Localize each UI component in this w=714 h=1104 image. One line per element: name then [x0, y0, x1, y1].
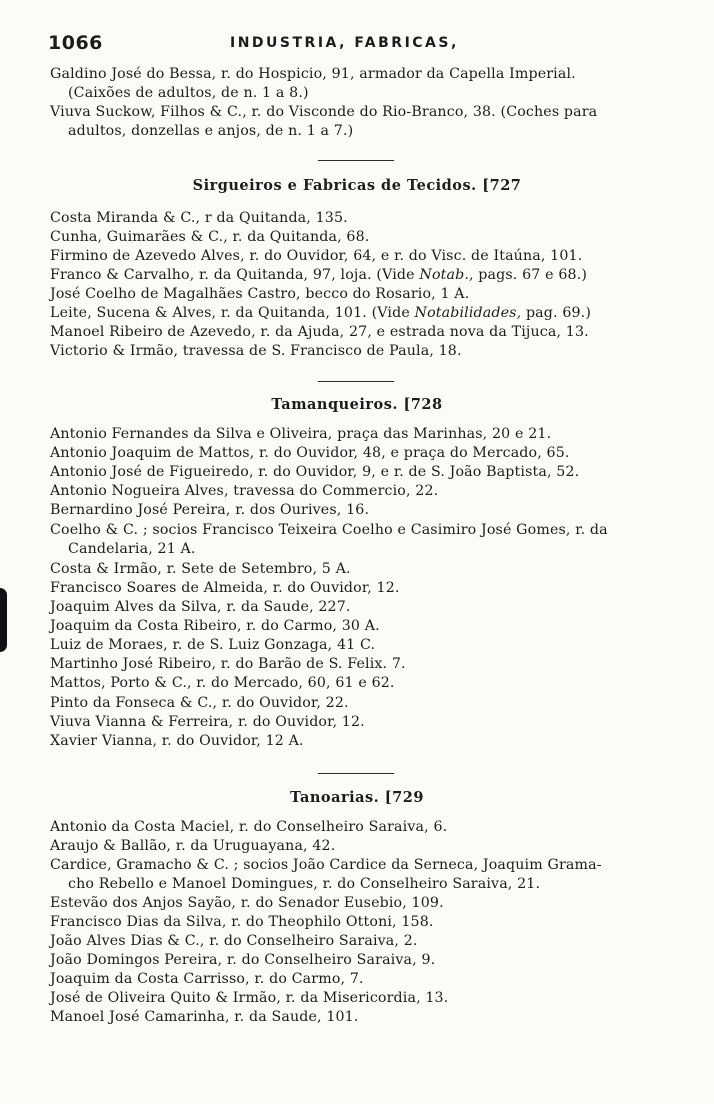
list-item: José Coelho de Magalhães Castro, becco do Rosario, 1 A. [50, 286, 470, 302]
list-item [50, 304, 690, 322]
list-item: Manoel Ribeiro de Azevedo, r. da Ajuda, 27, e estrada nova da Tijuca, 13. [50, 324, 589, 340]
section-divider [318, 773, 394, 774]
list-item: Victorio & Irmão, travessa de S. Francisco de Paula, 18. [50, 343, 462, 359]
list-item: Antonio da Costa Maciel, r. do Conselheiro Saraiva, 6. [50, 819, 448, 835]
list-item: Francisco Soares de Almeida, r. do Ouvidor, 12. [50, 580, 400, 596]
section-title: Sirgueiros e Fabricas de Tecidos. [192, 177, 477, 194]
list-item-continuation: Candelaria, 21 A. [68, 541, 196, 557]
list-item: Manoel José Camarinha, r. da Saude, 101. [50, 1009, 359, 1025]
list-item: Xavier Vianna, r. do Ouvidor, 12 A. [50, 733, 304, 749]
running-title: INDUSTRIA, FABRICAS, [230, 35, 459, 51]
list-item: Joaquim Alves da Silva, r. da Saude, 227. [50, 599, 351, 615]
list-item: Martinho José Ribeiro, r. do Barão de S. Felix. 7. [50, 656, 406, 672]
entry-text: pag. 69.) [521, 305, 592, 321]
section-heading-727 [0, 177, 714, 194]
list-item-continuation: cho Rebello e Manoel Domingues, r. do Conselheiro Saraiva, 21. [68, 876, 541, 892]
list-item [50, 266, 690, 284]
section-number: [729 [384, 789, 424, 806]
list-item: João Alves Dias & C., r. do Conselheiro Saraiva, 2. [50, 933, 418, 949]
list-item: Francisco Dias da Silva, r. do Theophilo Ottoni, 158. [50, 914, 434, 930]
list-item: José de Oliveira Quito & Irmão, r. da Misericordia, 13. [50, 990, 449, 1006]
reference-italic: Notabilidades, [414, 305, 522, 321]
section-title: Tamanqueiros. [271, 396, 398, 413]
list-item: Galdino José do Bessa, r. do Hospicio, 91, armador da Capella Imperial. [50, 66, 576, 82]
list-item: Costa Miranda & C., r da Quitanda, 135. [50, 210, 348, 226]
page-number: 1066 [48, 32, 103, 54]
list-item: Joaquim da Costa Ribeiro, r. do Carmo, 30 A. [50, 618, 380, 634]
entry-text: Leite, Sucena & Alves, r. da Quitanda, 101. (Vide [50, 305, 410, 321]
list-item: Antonio Joaquim de Mattos, r. do Ouvidor, 48, e praça do Mercado, 65. [50, 445, 570, 461]
section-number: [727 [482, 177, 522, 194]
reference-italic: Notab. [419, 267, 469, 283]
list-item: Pinto da Fonseca & C., r. do Ouvidor, 22. [50, 695, 349, 711]
list-item-continuation: (Caixões de adultos, de n. 1 a 8.) [68, 85, 309, 101]
list-item: Viuva Vianna & Ferreira, r. do Ouvidor, 12. [50, 714, 365, 730]
list-item: Viuva Suckow, Filhos & C., r. do Visconde do Rio-Branco, 38. (Coches para [50, 104, 598, 120]
list-item: Antonio Fernandes da Silva e Oliveira, praça das Marinhas, 20 e 21. [50, 426, 552, 442]
list-item: Coelho & C. ; socios Francisco Teixeira Coelho e Casimiro José Gomes, r. da [50, 522, 608, 538]
list-item: Antonio José de Figueiredo, r. do Ouvidor, 9, e r. de S. João Baptista, 52. [50, 464, 580, 480]
section-heading-729 [0, 789, 714, 806]
list-item: Mattos, Porto & C., r. do Mercado, 60, 61 e 62. [50, 675, 395, 691]
list-item: Antonio Nogueira Alves, travessa do Commercio, 22. [50, 483, 439, 499]
entry-text: , pags. 67 e 68.) [468, 267, 588, 283]
list-item: João Domingos Pereira, r. do Conselheiro Saraiva, 9. [50, 952, 436, 968]
entry-text: Franco & Carvalho, r. da Quitanda, 97, loja. (Vide [50, 267, 415, 283]
list-item: Firmino de Azevedo Alves, r. do Ouvidor, 64, e r. do Visc. de Itaúna, 101. [50, 248, 583, 264]
section-title: Tanoarias. [290, 789, 380, 806]
list-item-continuation: adultos, donzellas e anjos, de n. 1 a 7.) [68, 123, 354, 139]
section-number: [728 [403, 396, 443, 413]
list-item: Bernardino José Pereira, r. dos Ourives, 16. [50, 502, 370, 518]
section-divider [318, 381, 394, 382]
list-item: Cunha, Guimarães & C., r. da Quitanda, 68. [50, 229, 370, 245]
list-item: Araujo & Ballão, r. da Uruguayana, 42. [50, 838, 336, 854]
list-item: Costa & Irmão, r. Sete de Setembro, 5 A. [50, 561, 351, 577]
list-item: Joaquim da Costa Carrisso, r. do Carmo, 7. [50, 971, 364, 987]
list-item: Cardice, Gramacho & C. ; socios João Cardice da Serneca, Joaquim Grama- [50, 857, 602, 873]
section-heading-728 [0, 396, 714, 413]
list-item: Luiz de Moraes, r. de S. Luiz Gonzaga, 41 C. [50, 637, 376, 653]
list-item: Estevão dos Anjos Sayão, r. do Senador Eusebio, 109. [50, 895, 444, 911]
section-divider [318, 160, 394, 161]
